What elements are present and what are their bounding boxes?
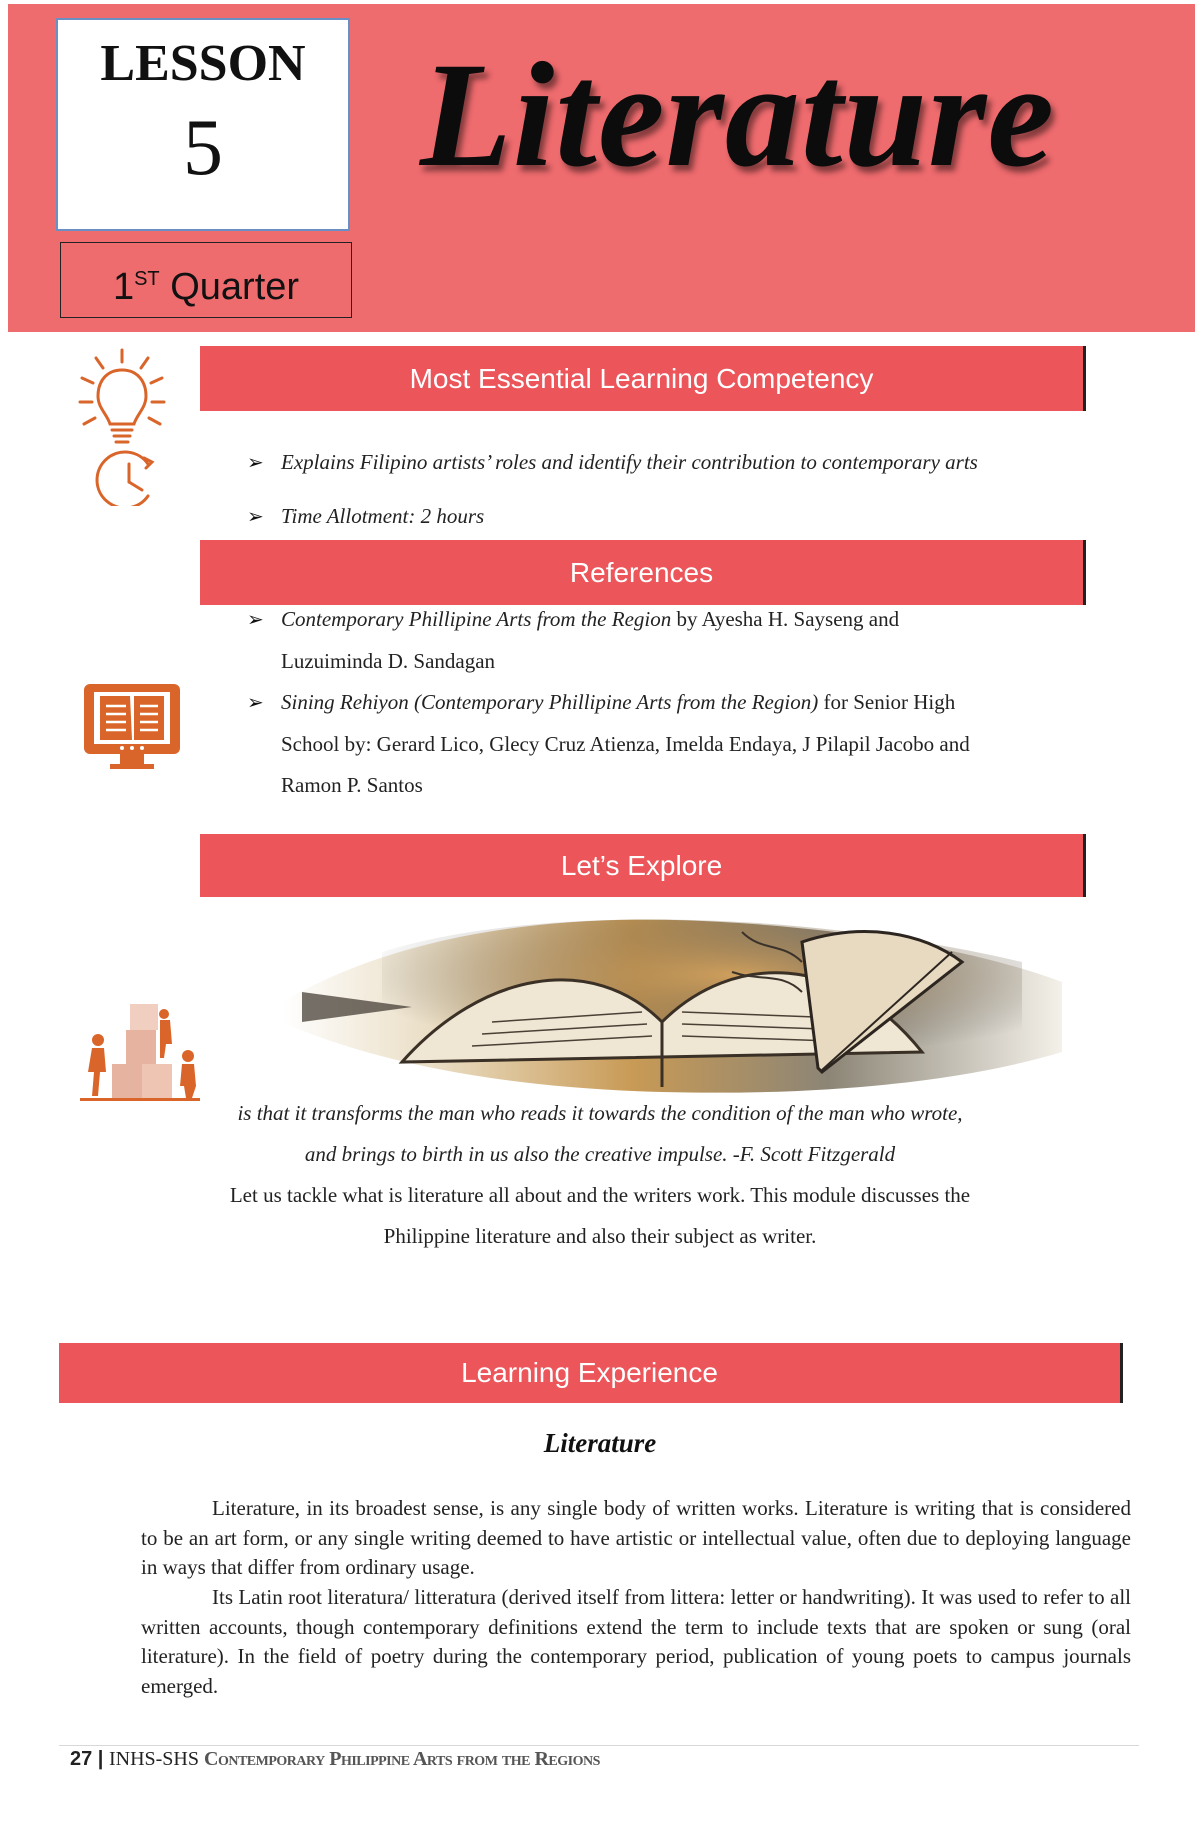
footer-course: Contemporary Philippine Arts from the Regions	[204, 1748, 600, 1770]
quarter-suffix: ST	[134, 268, 160, 290]
section-title: Literature	[543, 1428, 657, 1458]
quote-line: is that it transforms the man who reads it towards the condition of the man who wrote,	[237, 1101, 963, 1125]
book-monitor-icon	[80, 676, 190, 776]
reference-item	[247, 599, 1127, 641]
learning-experience-heading: Learning Experience	[59, 1343, 1123, 1403]
page-footer	[70, 1748, 600, 1771]
competency-item	[247, 450, 978, 475]
quarter-word: Quarter	[170, 266, 300, 308]
reference-title: Sining Rehiyon	[281, 690, 409, 714]
reference-line: School by: Gerard Lico, Glecy Cruz Atienza, Imelda Endaya, J Pilapil Jacobo and	[281, 732, 970, 756]
page-number: 27	[70, 1748, 93, 1770]
time-allotment-item	[247, 504, 484, 529]
arrowhead-bullet-icon: ➢	[247, 609, 264, 631]
references-heading: References	[200, 540, 1086, 605]
reference-title: Contemporary Phillipine Arts from the Region	[281, 607, 672, 631]
footer-separator: |	[92, 1748, 109, 1770]
reference-line: Luzuiminda D. Sandagan	[281, 649, 496, 673]
reference-subtitle: (Contemporary Phillipine Arts from the Region)	[408, 690, 819, 714]
lightbulb-clock-icon	[74, 346, 184, 506]
arrowhead-bullet-icon: ➢	[247, 452, 264, 474]
explore-paragraph-line: Let us tackle what is literature all about and the writers work. This module discusses the	[229, 1183, 971, 1207]
quarter-number: 1	[112, 266, 135, 308]
explore-heading: Let’s Explore	[200, 834, 1086, 897]
lesson-label: LESSON	[100, 35, 306, 92]
reference-authors: by Ayesha H. Sayseng and	[671, 607, 900, 631]
quarter-box	[60, 242, 352, 318]
people-blocks-icon	[76, 1000, 206, 1104]
reference-audience: for Senior High	[818, 690, 956, 714]
body-paragraph: Its Latin root literatura/ litteratura (derived itself from littera: letter or handwriting). It was used to refer to all written accounts, though contemporary definitions extend the term to include texts that are spoken or sung (oral literature). In the field of poetry during the contemporary period, publication of young poets to campus journals emerged.	[141, 1585, 1131, 1698]
lesson-box	[56, 18, 350, 231]
competency-heading: Most Essential Learning Competency	[200, 346, 1086, 411]
footer-org: INHS-SHS	[108, 1748, 204, 1770]
references-list	[247, 599, 1127, 806]
quote-line: and brings to birth in us also the creative impulse. -F. Scott Fitzgerald	[304, 1142, 896, 1166]
book-quill-illustration	[262, 912, 1070, 1096]
lesson-number: 5	[183, 104, 223, 192]
arrowhead-bullet-icon: ➢	[247, 692, 264, 714]
reference-line: Ramon P. Santos	[281, 773, 423, 797]
body-paragraph: Literature, in its broadest sense, is any single body of written works. Literature is writing that is considered to be an art form, or any single writing deemed to have artistic or intellectual value, often due to deploying language in ways that differ from ordinary usage.	[141, 1496, 1131, 1579]
page-title: Literature	[420, 32, 1055, 198]
time-allotment-text: Time Allotment: 2 hours	[281, 504, 485, 528]
competency-item-text: Explains Filipino artists’ roles and identify their contribution to contemporary arts	[281, 450, 978, 474]
explore-paragraph-line: Philippine literature and also their subject as writer.	[383, 1224, 817, 1248]
footer-divider	[59, 1745, 1139, 1746]
reference-item	[247, 682, 1127, 724]
arrowhead-bullet-icon: ➢	[247, 506, 264, 528]
